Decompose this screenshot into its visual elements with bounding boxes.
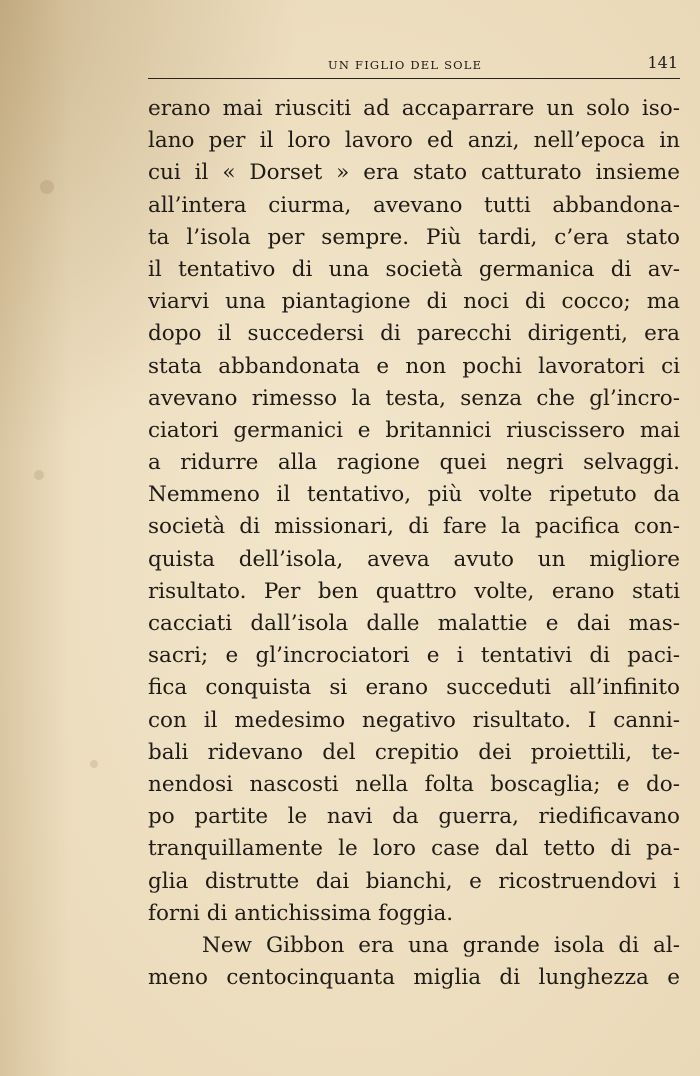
text-line: dopo il succedersi di parecchi dirigenti, era <box>148 321 680 347</box>
page-header <box>148 52 680 79</box>
text-line: New Gibbon era una grande isola di al- <box>202 932 680 958</box>
text-line: erano mai riusciti ad accaparrare un solo iso- <box>148 96 680 121</box>
text-line: avevano rimesso la testa, senza che gl’incro- <box>148 385 680 411</box>
paragraph <box>148 930 680 994</box>
body-text <box>148 93 680 994</box>
text-line: viarvi una piantagione di noci di cocco; ma <box>148 289 680 315</box>
text-line: cacciati dall’isola dalle malattie e dai mas- <box>148 611 680 636</box>
text-line: ta l’isola per sempre. Più tardi, c’era stato <box>148 224 680 250</box>
text-line: meno centocinquanta miglia di lunghezza e <box>148 965 680 991</box>
text-line: nendosi nascosti nella folta boscaglia; e do- <box>148 771 680 797</box>
text-line: società di missionari, di fare la pacifica con- <box>148 514 680 540</box>
text-line: il tentativo di una società germanica di av- <box>148 256 680 282</box>
paper-stain <box>90 760 98 768</box>
text-line: sacri; e gl’incrociatori e i tentativi di paci- <box>148 643 680 669</box>
text-line: lano per il loro lavoro ed anzi, nell’epoca in <box>148 128 680 154</box>
text-line: stata abbandonata e non pochi lavoratori ci <box>148 353 680 379</box>
text-line: a ridurre alla ragione quei negri selvaggi. <box>148 450 680 476</box>
text-line: forni di antichissima foggia. <box>148 900 454 926</box>
paper-stain <box>34 470 44 480</box>
text-line: con il medesimo negativo risultato. I canni- <box>148 707 680 733</box>
text-line: Nemmeno il tentativo, più volte ripetuto da <box>148 482 680 508</box>
paragraph <box>148 93 680 930</box>
text-line: ciatori germanici e britannici riuscissero mai <box>148 417 680 443</box>
page-number: 141 <box>647 53 678 72</box>
running-head: UN FIGLIO DEL SOLE <box>328 58 483 72</box>
text-line: quista dell’isola, aveva avuto un migliore <box>148 546 680 572</box>
text-line: risultato. Per ben quattro volte, erano stati <box>148 578 680 604</box>
text-line: fica conquista si erano succeduti all’infinito <box>148 675 680 701</box>
text-line: glia distrutte dai bianchi, e ricostruendovi i <box>148 868 680 894</box>
text-line: all’intera ciurma, avevano tutti abbandona- <box>148 192 680 218</box>
text-line: tranquillamente le loro case dal tetto di pa- <box>148 836 680 862</box>
paper-stain <box>40 180 54 194</box>
text-line: cui il « Dorset » era stato catturato insieme <box>148 160 680 186</box>
text-line: po partite le navi da guerra, riedificavano <box>148 804 680 830</box>
text-line: bali ridevano del crepitio dei proiettili, te- <box>148 739 680 765</box>
